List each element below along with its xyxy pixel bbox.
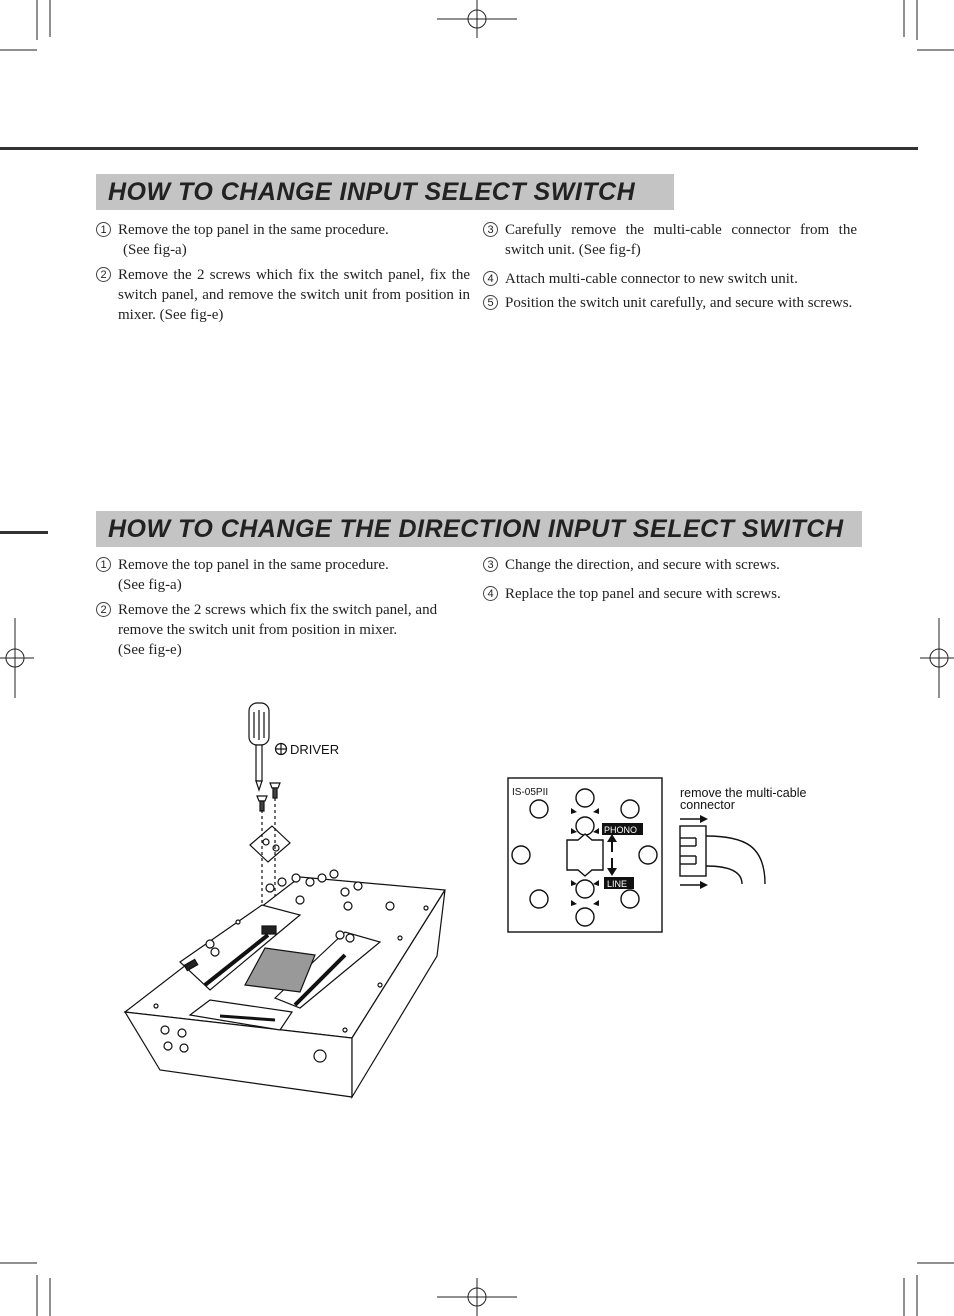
step-text: Replace the top panel and secure with screws. <box>505 586 781 602</box>
step-number: 3 <box>483 222 498 237</box>
arrow-right-icon <box>700 881 708 889</box>
phono-label: PHONO <box>604 825 638 835</box>
step-text: Remove the top panel in the same procedure. <box>118 557 389 573</box>
multi-cable-connector <box>680 826 706 876</box>
step-number: 4 <box>483 271 498 286</box>
step-number: 2 <box>96 267 111 282</box>
switch-lever <box>567 834 603 876</box>
step-number: 4 <box>483 586 498 601</box>
step-text: Change the direction, and secure with screws. <box>505 557 780 573</box>
step-number: 1 <box>96 222 111 237</box>
step-text: Remove the top panel in the same procedure. <box>118 222 389 238</box>
step-ref: (See fig-a) <box>118 577 182 593</box>
step-text: Attach multi-cable connector to new switch unit. <box>505 271 798 287</box>
step-text: Remove the 2 screws which fix the switch panel, fix the switch panel, and remove the switch unit from position in mixer. (See fig-e) <box>118 267 470 323</box>
section2-title: HOW TO CHANGE THE DIRECTION INPUT SELECT SWITCH <box>96 511 862 547</box>
step-ref: (See fig-e) <box>118 642 182 658</box>
model-label: IS-05PII <box>512 787 549 798</box>
connector-callout: remove the multi-cable connector <box>680 786 807 812</box>
step-number: 3 <box>483 557 498 572</box>
step-text: Remove the 2 screws which fix the switch panel, and remove the switch unit from position in mixer. <box>118 602 438 638</box>
section1-title: HOW TO CHANGE INPUT SELECT SWITCH <box>96 174 674 210</box>
line-label: LINE <box>607 879 628 889</box>
step-text: Carefully remove the multi-cable connector from the switch unit. (See fig-f) <box>505 222 857 258</box>
step-text: Position the switch unit carefully, and secure with screws. <box>505 295 853 311</box>
step-number: 1 <box>96 557 111 572</box>
step-number: 2 <box>96 602 111 617</box>
arrow-right-icon <box>700 815 708 823</box>
cable <box>706 836 765 884</box>
step-number: 5 <box>483 295 498 310</box>
driver-label: DRIVER <box>290 742 340 757</box>
step-ref: (See fig-a) <box>123 242 187 258</box>
